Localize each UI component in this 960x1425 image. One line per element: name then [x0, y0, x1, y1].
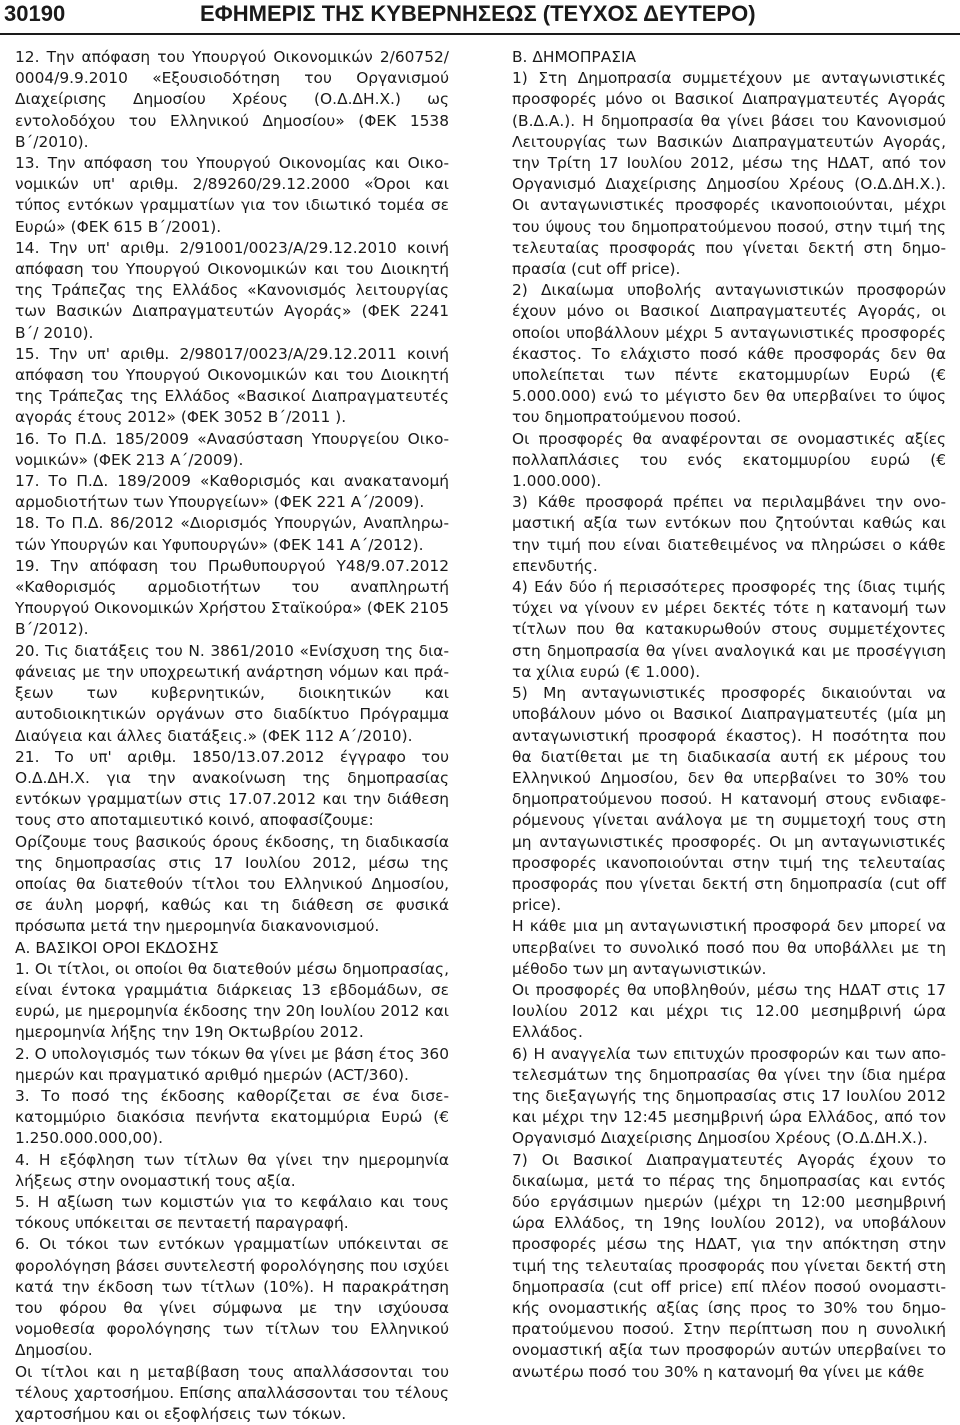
paragraph: Οι τίτλοι και η μεταβίβαση τους απαλλάσσονται του τέλους χαρτοσήμου. Επίσης απαλλάσσονται του τέλους χαρτοσήμου και οι εξοφλήσεις των τόκων. — [15, 1362, 449, 1423]
section-heading: Β. ΔΗΜΟΠΡΑΣΙΑ — [512, 48, 637, 66]
paragraph: Οι προσφορές θα αναφέρονται σε ονομαστικές αξίες πολλαπλάσιες του ενός εκατομμυρίου ευρώ (€ 1.000.000). — [512, 429, 946, 491]
paragraph: 1. Οι τίτλοι, οι οποίοι θα διατεθούν μέσω δημοπρασίας, είναι έντοκα γραμμάτια διάρκειας 13 εβδομάδων, σε ευρώ, με ημερομηνία έκδοσης την 20η Ιουλίου 2012 και ημερομηνία λήξης την 19η Οκτωβρίου 2012. — [15, 959, 449, 1042]
paragraph: Η κάθε μια μη ανταγωνιστική προσφορά δεν μπορεί να υπερβαίνει το συνολικό ποσό που θα υποβάλλει με τη μέθοδο των μη ανταγωνιστικών. — [512, 917, 946, 978]
paragraph: 3. Το ποσό της έκδοσης καθορίζεται σε ένα δισεκατομμύριο διακόσια πενήντα εκατομμύρια Ευρώ (€ 1.250.000.000,00). — [15, 1086, 449, 1148]
paragraph: 16. Το Π.Δ. 185/2009 «Ανασύσταση Υπουργείου Οικονομικών» (ΦΕΚ 213 Α΄/2009). — [15, 429, 449, 469]
paragraph: Οι προσφορές θα υποβληθούν, μέσω της ΗΔΑΤ στις 17 Ιουλίου 2012 και μέχρι τις 12.00 μεσημβρινή ώρα Ελλάδος. — [512, 980, 946, 1042]
paragraph: 20. Τις διατάξεις του Ν. 3861/2010 «Ενίσχυση της διαφάνειας με την υποχρεωτική ανάρτηση νόμων και πράξεων των κυβερνητικών, διοικητικών και αυτοδιοικητικών οργάνων στο διαδίκτυο Πρόγραμμα Διαύγεια και άλλες διατάξεις.» (ΦΕΚ 112 Α΄/2010). — [15, 641, 449, 745]
paragraph: 6) Η αναγγελία των επιτυχών προσφορών και των αποτελεσμάτων της δημοπρασίας θα γίνει την ίδια ημέρα της διεξαγωγής της δημοπρασίας στις 17 Ιουλίου 2012 και μέχρι την 12:45 μεσημβρινή ώρα Ελλάδος, από τον Οργανισμό Διαχείρισης Δημοσίου Χρέους (Ο.Δ.ΔΗ.Χ.). — [512, 1044, 946, 1148]
paragraph: 15. Την υπ' αριθμ. 2/98017/0023/Α/29.12.2011 κοινή απόφαση του Υπουργού Οικονομικών και του Διοικητή της Τράπεζας της Ελλάδος «Βασικοί Διαπραγματευτές αγοράς έτους 2012» (ΦΕΚ 3052 Β΄/2011 ). — [15, 344, 449, 427]
paragraph: 17. Το Π.Δ. 189/2009 «Καθορισμός και ανακατανομή αρμοδιοτήτων των Υπουργείων» (ΦΕΚ 221 Α΄/2009). — [15, 472, 449, 512]
paragraph: 1) Στη Δημοπρασία συμμετέχουν με ανταγωνιστικές προσφορές μόνο οι Βασικοί Διαπραγματευτές Αγοράς (Β.Δ.Α.). Η δημοπρασία θα γίνει βάσει του Κανονισμού Λειτουργίας των Βασικών Διαπραγματευτών Αγοράς, την Τρίτη 17 Ιουλίου 2012, μέσω της ΗΔΑΤ, από τον Οργανισμό Διαχείρισης Δημοσίου Χρέους (Ο.Δ.ΔΗ.Χ.). Οι ανταγωνιστικές προσφορές ικανοποιούνται, μέχρι του ύψους του δημοπρατούμενου ποσού, στην τιμή της τελευταίας προσφοράς που γίνεται δεκτή στη δημοπρασία (cut off price). — [512, 69, 946, 279]
paragraph: 2) Δικαίωμα υποβολής ανταγωνιστικών προσφορών έχουν μόνο οι Βασικοί Διαπραγματευτές Αγοράς, οι οποίοι υποβάλλουν μέχρι 5 ανταγωνιστικές προσφορές έκαστος. Το ελάχιστο ποσό κάθε προσφοράς δεν θα υπολείπεται των πέντε εκατομμυρίων Ευρώ (€ 5.000.000) ενώ το μέγιστο δεν θα υπερβαίνει το ύψος του δημοπρατούμενου ποσού. — [512, 281, 946, 427]
paragraph: 19. Την απόφαση του Πρωθυπουργού Υ48/9.07.2012 «Καθορισμός αρμοδιοτήτων του αναπληρωτή Υπουργού Οικονομικών Χρήστου Σταϊκούρα» (ΦΕΚ 2105 Β΄/2012). — [15, 556, 449, 639]
page-number: 30190 — [4, 1, 66, 26]
paragraph: 4) Εάν δύο ή περισσότερες προσφορές της ίδιας τιμής τύχει να γίνουν εν μέρει δεκτές τότε η κατανομή των τίτλων που θα κατακυρωθούν στους συμμετέχοντες στη δημοπρασία θα γίνει αναλογικά και με προσέγγιση τα χίλια ευρώ (€ 1.000). — [512, 578, 946, 681]
paragraph: 5. Η αξίωση των κομιστών για το κεφάλαιο και τους τόκους υπόκειται σε πενταετή παραγραφή. — [15, 1192, 449, 1233]
section-heading: Α. ΒΑΣΙΚΟΙ ΟΡΟΙ ΕΚΔΟΣΗΣ — [15, 938, 219, 957]
page-header — [0, 0, 960, 36]
paragraph: 18. Το Π.Δ. 86/2012 «Διορισμός Υπουργών, Αναπληρωτών Υπουργών και Υφυπουργών» (ΦΕΚ 141 Α΄/2012). — [15, 514, 449, 554]
paragraph: 21. Το υπ' αριθμ. 1850/13.07.2012 έγγραφο του Ο.Δ.ΔΗ.Χ. για την ανακοίνωση της δημοπρασίας εντόκων γραμματίων στις 17.07.2012 και την διάθεση τους στο αποταμιευτικό κοινό, αποφασίζουμε: — [15, 747, 449, 830]
paragraph: 14. Την υπ' αριθμ. 2/91001/0023/Α/29.12.2010 κοινή απόφαση του Υπουργού Οικονομικών και του Διοικητή της Τράπεζας της Ελλάδος «Κανονισμός λειτουργίας των Βασικών Διαπραγματευτών Αγοράς» (ΦΕΚ 2241 Β΄/ 2010). — [15, 238, 449, 342]
paragraph: Ορίζουμε τους βασικούς όρους έκδοσης, τη διαδικασία της δημοπρασίας στις 17 Ιουλίου 2012, μέσω της οποίας θα διατεθούν τίτλοι του Ελληνικού Δημοσίου, σε άυλη μορφή, καθώς και τη διάθεση σε φυσικά πρόσωπα μετά την ημερομηνία διακανονισμού. — [15, 832, 449, 936]
paragraph: 5) Μη ανταγωνιστικές προσφορές δικαιούνται να υποβάλουν μόνο οι Βασικοί Διαπραγματευτές (μία μη ανταγωνιστική προσφορά έκαστος). Η ποσότητα που θα διατίθεται με τη διαδικασία αυτή εκ μέρους του Ελληνικού Δημοσίου, δεν θα υπερβαίνει το 30% του δημοπρατούμενου ποσού. Η κατανομή στους ενδιαφερόμενους γίνεται ανάλογα με τη συμμετοχή τους στη μη ανταγωνιστικές προσφορές. Οι μη ανταγωνιστικές προσφορές ικανοποιούνται στην τιμή της τελευταίας προσφοράς που γίνεται δεκτή στη δημοπρασία (cut off price). — [512, 684, 946, 915]
paragraph: 7) Οι Βασικοί Διαπραγματευτές Αγοράς έχουν το δικαίωμα, μετά το πέρας της δημοπρασίας και εντός δύο εργάσιμων ημερών (μέχρι τη 12:00 μεσημβρινή ώρα Ελλάδος, τη 19ης Ιουλίου 2012), να υποβάλουν προσφορές μέσω της ΗΔΑΤ, για την απόκτηση στην τιμή της τελευταίας προσφοράς που γίνεται δεκτή στη δημοπρασία (cut off price) επί πλέον ποσού ονομαστικής ονομαστικής αξίας ίσης προς το 30% του δημοπρατούμενου ποσού. Στην περίπτωση που η συνολική ονομαστική αξία των προσφορών αυτών υπερβαίνει το ανωτέρω ποσό του 30% η κατανομή θα γίνει με κάθε — [512, 1150, 946, 1381]
paragraph: 3) Κάθε προσφορά πρέπει να περιλαμβάνει την ονομαστική αξία των εντόκων που ζητούνται καθώς και την τιμή που είναι διατεθειμένος να πληρώσει ο κάθε επενδυτής. — [512, 493, 946, 575]
gazette-title: ΕΦΗΜΕΡΙΣ ΤΗΣ ΚΥΒΕΡΝΗΣΕΩΣ (ΤΕΥΧΟΣ ΔΕΥΤΕΡΟ) — [200, 1, 756, 26]
left-column — [15, 47, 449, 1425]
right-column — [512, 47, 946, 1383]
paragraph: 4. Η εξόφληση των τίτλων θα γίνει την ημερομηνία λήξεως στην ονομαστική τους αξία. — [15, 1150, 449, 1190]
paragraph: 6. Οι τόκοι των εντόκων γραμματίων υπόκεινται σε φορολόγηση βάσει συντελεστή φορολόγησης που ισχύει κατά την έκδοση των τίτλων (10%). Η παρακράτηση του φόρου θα γίνει σύμφωνα με την ισχύουσα νομοθεσία φορολόγησης των τίτλων του Ελληνικού Δημοσίου. — [15, 1235, 449, 1360]
paragraph: 13. Την απόφαση του Υπουργού Οικονομίας και Οικονομικών υπ' αριθμ. 2/89260/29.12.2000 «Όροι και τύπος εντόκων γραμματίων για τον ιδιωτικό τομέα σε Ευρώ» (ΦΕΚ 615 Β΄/2001). — [15, 154, 449, 236]
header-rule — [0, 33, 960, 35]
paragraph: 2. Ο υπολογισμός των τόκων θα γίνει με βάση έτος 360 ημερών και πραγματικό αριθμό ημερών (ACT/360). — [15, 1044, 449, 1084]
paragraph: 12. Την απόφαση του Υπουργού Οικονομικών 2/60752/ 0004/9.9.2010 «Εξουσιοδότηση του Οργανισμού Διαχείρισης Δημοσίου Χρέους (Ο.Δ.ΔΗ.Χ.) ως εντολοδόχου του Ελληνικού Δημοσίου» (ΦΕΚ 1538 Β΄/2010). — [15, 48, 449, 151]
